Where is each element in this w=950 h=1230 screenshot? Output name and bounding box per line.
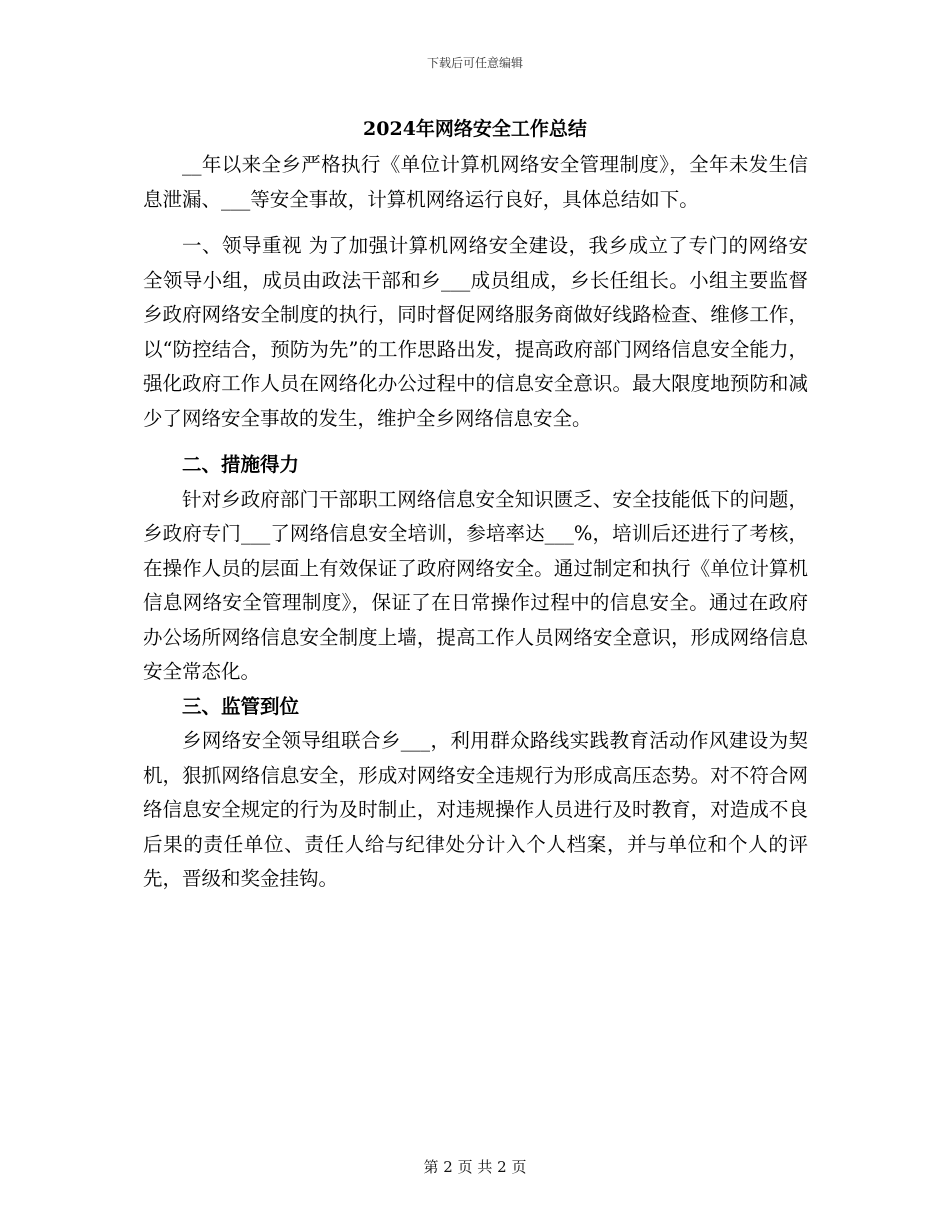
page-number-footer: 第 2 页 共 2 页 — [423, 1158, 527, 1176]
document-title: 2024年网络安全工作总结 — [363, 118, 587, 140]
paragraph-measures: 针对乡政府部门干部职工网络信息安全知识匮乏、安全技能低下的问题，乡政府专门___了网络信息安全培训，参培率达___%，培训后还进行了考核，在操作人员的层面上有效保证了政府网络安全。通过制定和执行《单位计算机信息网络安全管理制度》，保证了在日常操作过程中的信息安全。通过在政府办公场所网络信息安全制度上墙，提高工作人员网络安全意识，形成网络信息安全常态化。 — [143, 487, 808, 683]
paragraph-leadership: 一、领导重视 为了加强计算机网络安全建设，我乡成立了专门的网络安全领导小组，成员由政法干部和乡___成员组成，乡长任组长。小组主要监督乡政府网络安全制度的执行，同时督促网络服务商做好线路检查、维修工作，以“防控结合，预防为先”的工作思路出发，提高政府部门网络信息安全能力，强化政府工作人员在网络化办公过程中的信息安全意识。最大限度地预防和减少了网络安全事故的发生，维护全乡网络信息安全。 — [143, 234, 808, 430]
paragraph-intro: __年以来全乡严格执行《单位计算机网络安全管理制度》，全年未发生信息泄漏、___等安全事故，计算机网络运行良好，具体总结如下。 — [143, 153, 808, 211]
paragraph-supervision: 乡网络安全领导组联合乡___，利用群众路线实践教育活动作风建设为契机，狠抓网络信息安全，形成对网络安全违规行为形成高压态势。对不符合网络信息安全规定的行为及时制止，对违规操作人员进行及时教育，对造成不良后果的责任单位、责任人给与纪律处分计入个人档案，并与单位和个人的评先，晋级和奖金挂钩。 — [143, 729, 808, 890]
section-heading-measures: 二、措施得力 — [182, 453, 300, 476]
header-note: 下载后可任意编辑 — [426, 56, 523, 70]
document-body — [143, 148, 808, 897]
section-heading-supervision: 三、监管到位 — [182, 694, 300, 718]
